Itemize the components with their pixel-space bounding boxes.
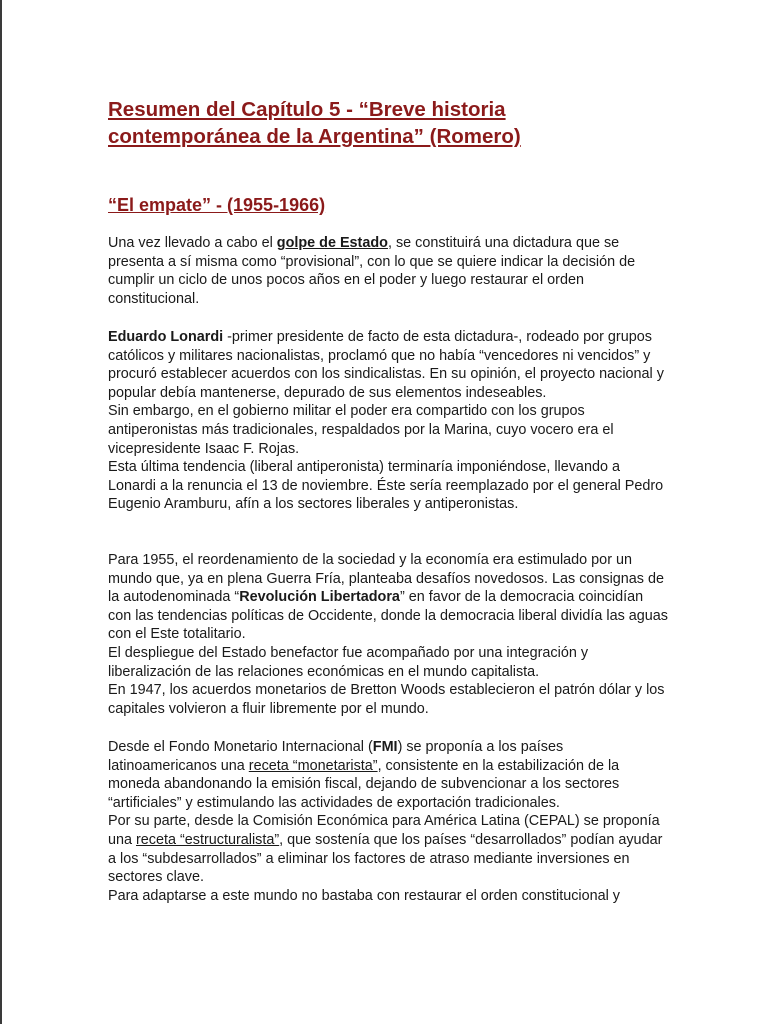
paragraph-4 [108, 738, 668, 905]
p1-text-a: Una vez llevado a cabo el [108, 235, 277, 251]
p4-text-d: , consistente en la estabilización de la moneda abandonando la emisión fiscal, dejando de subvencionar a los sectores “artificiales” y estimulando las actividades de exportación tradicionales. [108, 757, 620, 811]
p3-revolucion-libertadora: Revolución Libertadora [239, 589, 400, 606]
p4-receta-monetarista: receta “monetarista” [248, 757, 378, 774]
p4-text-c: ) se proponía a los países latinoamericanos una [108, 739, 564, 774]
p2-text-a: -primer presidente de facto de esta dictadura-, rodeado por grupos católicos y militares nacionalistas, proclamó que no había “vencedores ni vencidos” y procuró establecer acuerdos con los sindicalistas. En su opinión, el proyecto nacional y popular debía mantenerse, depurado de sus elementos indeseables. [108, 329, 664, 401]
p4-text-a: Desde el Fondo Monetario Internacional ( [108, 739, 373, 755]
document-page [108, 96, 668, 904]
page-left-border [0, 0, 2, 1024]
p3-text-l2: El despliegue del Estado benefactor fue acompañado por una integración y liberalización de las relaciones económicas en el mundo capitalista. [108, 644, 589, 680]
p2-lonardi: Eduardo Lonardi [108, 329, 224, 345]
p2-text-l3: Esta última tendencia (liberal antiperonista) terminaría imponiéndose, llevando a Lonardi a la renuncia el 13 de noviembre. Éste sería reemplazado por el general Pedro Eugenio Aramburu, afín a los sectores liberales y antiperonistas. [108, 459, 664, 513]
p4-receta-estructuralista: receta “estructuralista” [136, 831, 280, 848]
p3-text-l3: En 1947, los acuerdos monetarios de Bretton Woods establecieron el patrón dólar y los capitales volvieron a fluir libremente por el mundo. [108, 682, 665, 717]
p4-text-e: Por su parte, desde la Comisión Económica para América Latina (CEPAL) se proponía una [108, 813, 660, 848]
title-line-1: Resumen del Capítulo 5 - “Breve historia [108, 98, 506, 121]
p1-text-c: , se constituirá una dictadura que se presenta a sí misma como “provisional”, con lo que se quiere indicar la decisión de cumplir un ciclo de unos pocos años en el poder y luego restaurar el orden constitucional. [108, 235, 636, 307]
p3-text-c: ” en favor de la democracia coincidían con las tendencias políticas de Occidente, donde la democracia liberal dividía las aguas con el Este totalitario. [108, 589, 668, 643]
p1-golpe-de-estado: golpe de Estado [276, 235, 388, 251]
p2-text-l2: Sin embargo, en el gobierno militar el poder era compartido con los grupos antiperonistas más tradicionales, respaldados por la Marina, cuyo vocero era el vicepresidente Isaac F. Rojas. [108, 403, 614, 457]
paragraph-2 [108, 328, 668, 514]
p4-fmi: FMI [372, 739, 398, 755]
paragraph-1 [108, 234, 668, 308]
title-line-2: contemporánea de la Argentina” (Romero) [108, 125, 521, 148]
document-title [108, 96, 668, 150]
p3-text-a: Para 1955, el reordenamiento de la sociedad y la economía era estimulado por un mundo que, ya en plena Guerra Fría, planteaba desafíos novedosos. Las consignas de la autodenominada “ [108, 552, 665, 606]
section-subtitle: “El empate” - (1955-1966) [108, 195, 326, 215]
p4-text-last: Para adaptarse a este mundo no bastaba con restaurar el orden constitucional y [108, 887, 620, 904]
paragraph-3 [108, 551, 668, 718]
p4-text-f: , que sostenía que los países “desarrollados” podían ayudar a los “subdesarrollados” a eliminar los factores de atraso mediante inversiones en sectores clave. [108, 831, 663, 886]
